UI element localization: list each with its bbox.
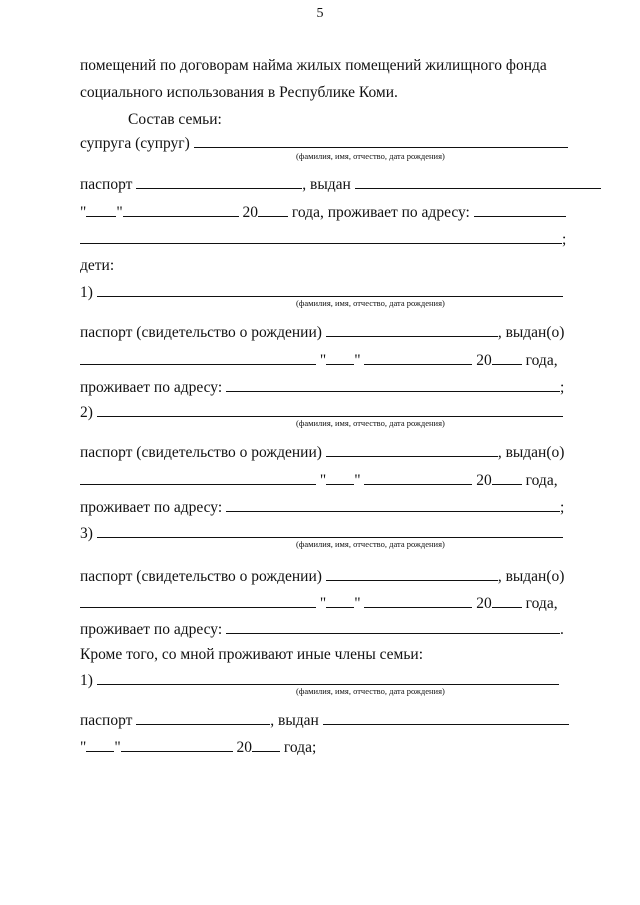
quote-close: ": [354, 595, 361, 612]
other-member-1-month-field[interactable]: [121, 737, 233, 752]
quote-open: ": [80, 739, 87, 756]
spouse-name-field[interactable]: [194, 133, 568, 148]
child-3-document-field[interactable]: [326, 566, 498, 581]
quote-open: ": [80, 204, 87, 221]
child-3-month-field[interactable]: [364, 593, 472, 608]
semicolon: ;: [562, 231, 567, 248]
child-2-year-field[interactable]: [492, 470, 522, 485]
spouse-name-hint: (фамилия, имя, отчество, дата рождения): [296, 151, 445, 161]
year-label-semicolon: года;: [283, 739, 317, 756]
spouse-month-field[interactable]: [123, 202, 239, 217]
issued-o-label: , выдан(о): [497, 324, 565, 341]
spouse-address-field-2[interactable]: [80, 229, 562, 244]
issued-o-label: , выдан(о): [497, 568, 565, 585]
semicolon: ;: [560, 499, 565, 516]
other-member-1-year-field[interactable]: [252, 737, 280, 752]
child-1-issued-by-field[interactable]: [80, 350, 316, 365]
year-prefix: 20: [236, 739, 253, 756]
child-3-name-hint: (фамилия, имя, отчество, дата рождения): [296, 539, 445, 549]
child-2-document-row: [80, 442, 564, 463]
quote-close: ": [114, 739, 121, 756]
year-prefix: 20: [242, 204, 259, 221]
birth-cert-label: паспорт (свидетельство о рождении): [80, 324, 322, 341]
quote-open: ": [319, 472, 327, 489]
child-1-year-field[interactable]: [492, 350, 522, 365]
spouse-address-row: [80, 229, 566, 250]
child-1-name-field[interactable]: [97, 282, 563, 297]
spouse-year-field[interactable]: [258, 202, 288, 217]
child-1-document-field[interactable]: [326, 322, 498, 337]
child-1-address-row: [80, 377, 564, 398]
quote-close: ": [354, 472, 361, 489]
quote-close: ": [354, 352, 361, 369]
item-3-label: 3): [80, 525, 93, 542]
child-2-document-field[interactable]: [326, 442, 498, 457]
item-2-label: 2): [80, 404, 93, 421]
semicolon: ;: [560, 379, 565, 396]
year-label: года,: [525, 595, 558, 612]
year-prefix: 20: [476, 352, 492, 369]
other-member-1-name-hint: (фамилия, имя, отчество, дата рождения): [296, 686, 445, 696]
passport-label: паспорт: [80, 176, 133, 193]
spouse-label: супруга (супруг): [80, 135, 190, 152]
issued-label: , выдан: [302, 176, 351, 193]
spouse-passport-row: [80, 174, 601, 195]
child-3-year-field[interactable]: [492, 593, 522, 608]
year-prefix: 20: [476, 595, 492, 612]
child-3-day-field[interactable]: [326, 593, 354, 608]
year-residence-label: года, проживает по адресу:: [291, 204, 470, 221]
resides-label: проживает по адресу:: [80, 379, 223, 396]
other-member-1-passport-field[interactable]: [136, 710, 270, 725]
page-number: 5: [316, 6, 324, 21]
child-2-name-field[interactable]: [97, 402, 563, 417]
intro-text-1: помещений по договорам найма жилых помещений жилищного фонда: [80, 57, 547, 74]
child-3-address-field[interactable]: [226, 619, 560, 634]
child-1-document-row: [80, 322, 564, 343]
child-2-name-hint: (фамилия, имя, отчество, дата рождения): [296, 418, 445, 428]
spouse-passport-field[interactable]: [136, 174, 302, 189]
quote-open: ": [319, 595, 327, 612]
other-member-1-name-field[interactable]: [97, 670, 559, 685]
other-member-1-day-field[interactable]: [86, 737, 114, 752]
child-3-document-row: [80, 566, 564, 587]
child-2-issued-by-field[interactable]: [80, 470, 316, 485]
child-1-date-row: [80, 350, 558, 371]
child-2-address-row: [80, 497, 564, 518]
other-members-heading: Кроме того, со мной проживают иные члены семьи:: [80, 646, 424, 663]
issued-o-label: , выдан(о): [497, 444, 565, 461]
child-1-month-field[interactable]: [364, 350, 472, 365]
child-3-name-field[interactable]: [97, 523, 563, 538]
spouse-day-field[interactable]: [86, 202, 116, 217]
family-heading: Состав семьи:: [128, 111, 222, 128]
child-2-month-field[interactable]: [364, 470, 472, 485]
child-3-date-row: [80, 593, 558, 614]
birth-cert-label: паспорт (свидетельство о рождении): [80, 444, 322, 461]
item-1-label: 1): [80, 284, 93, 301]
intro-line-2: социального использования в Республике Коми.: [80, 84, 398, 101]
period: .: [560, 621, 564, 638]
child-1-day-field[interactable]: [326, 350, 354, 365]
child-2-address-field[interactable]: [226, 497, 560, 512]
intro-line-1: [80, 56, 572, 76]
spouse-address-field[interactable]: [474, 202, 566, 217]
child-2-day-field[interactable]: [326, 470, 354, 485]
year-label: года,: [525, 352, 558, 369]
year-label: года,: [525, 472, 558, 489]
child-1-address-field[interactable]: [226, 377, 560, 392]
spouse-issued-by-field[interactable]: [355, 174, 601, 189]
children-label: дети:: [80, 257, 115, 274]
item-1-label: 1): [80, 672, 93, 689]
child-2-date-row: [80, 470, 558, 491]
quote-open: ": [319, 352, 327, 369]
child-1-name-hint: (фамилия, имя, отчество, дата рождения): [296, 298, 445, 308]
quote-close: ": [116, 204, 123, 221]
passport-label: паспорт: [80, 712, 133, 729]
resides-label: проживает по адресу:: [80, 621, 223, 638]
child-3-issued-by-field[interactable]: [80, 593, 316, 608]
other-member-1-issued-by-field[interactable]: [323, 710, 569, 725]
child-3-address-row: [80, 619, 564, 640]
year-prefix: 20: [476, 472, 492, 489]
resides-label: проживает по адресу:: [80, 499, 223, 516]
issued-label: , выдан: [270, 712, 319, 729]
birth-cert-label: паспорт (свидетельство о рождении): [80, 568, 322, 585]
other-member-1-date-row: [80, 737, 316, 758]
spouse-date-row: [80, 202, 566, 223]
other-member-1-passport-row: [80, 710, 569, 731]
